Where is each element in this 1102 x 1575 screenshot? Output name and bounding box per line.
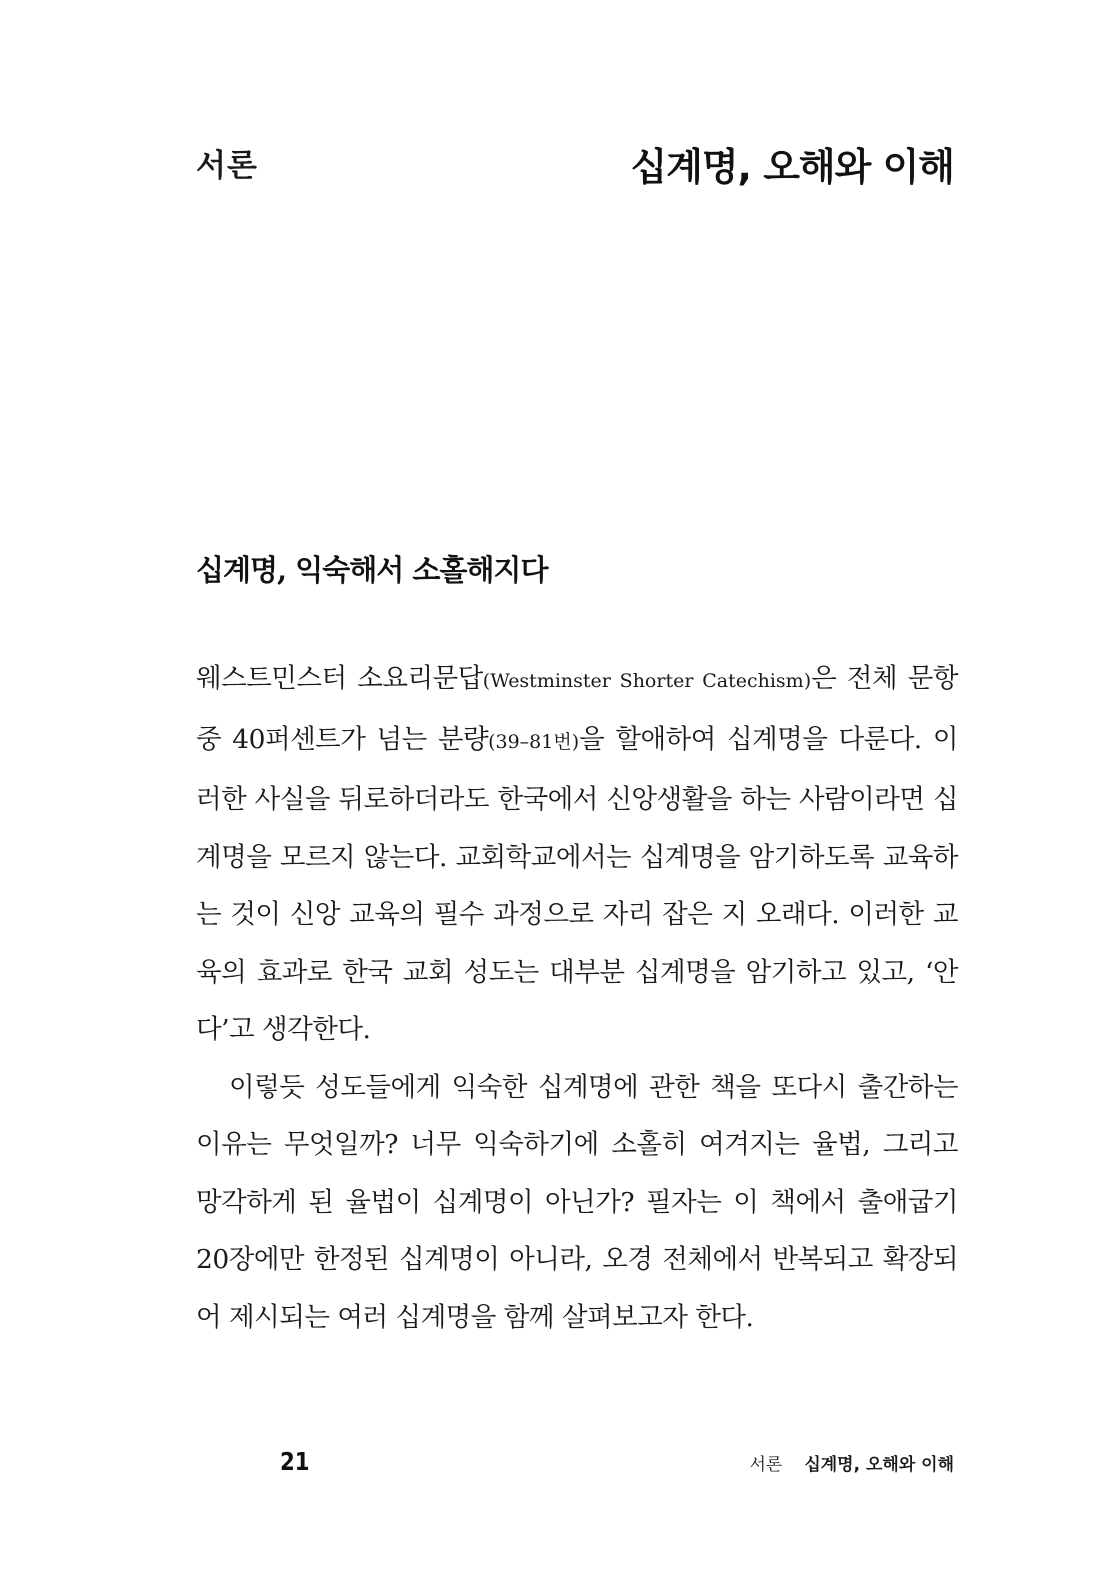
paragraph-1-text-b: 은 전체 문항 중 40퍼센트가 넘는 분량 xyxy=(196,663,959,755)
chapter-title: 십계명, 오해와 이해 xyxy=(630,145,954,189)
paragraph-1-text-a: 웨스트민스터 소요리문답 xyxy=(196,663,483,694)
part-label: 서론 xyxy=(196,148,258,184)
paragraph-1-english-note: (Westminster Shorter Catechism) xyxy=(482,670,812,692)
section-heading: 십계명, 익숙해서 소홀해지다 xyxy=(196,553,548,587)
body-text xyxy=(196,650,958,1346)
paragraph-1-range-note: (39–81번) xyxy=(488,730,580,753)
paragraph-1 xyxy=(196,650,958,1059)
running-footer-title: 십계명, 오해와 이해 xyxy=(804,1455,954,1475)
running-footer xyxy=(749,1450,954,1475)
running-footer-part: 서론 xyxy=(749,1455,783,1475)
page-number: 21 xyxy=(280,1447,310,1476)
paragraph-2: 이렇듯 성도들에게 익숙한 십계명에 관한 책을 또다시 출간하는 이유는 무엇일까? 너무 익숙하기에 소홀히 여겨지는 율법, 그리고 망각하게 된 율법이 십계명이 아닌가? 필자는 이 책에서 출애굽기 20장에만 한정된 십계명이 아니라, 오경 전체에서 반복되고 확장되어 제시되는 여러 십계명을 함께 살펴보고자 한다. xyxy=(196,1071,958,1333)
paragraph-1-text-c: 을 할애하여 십계명을 다룬다. 이러한 사실을 뒤로하더라도 한국에서 신앙생활을 하는 사람이라면 십계명을 모르지 않는다. 교회학교에서는 십계명을 암기하도록 교육하는 것이 신앙 교육의 필수 과정으로 자리 잡은 지 오래다. 이러한 교육의 효과로 한국 교회 성도는 대부분 십계명을 암기하고 있고, ‘안다’고 생각한다. xyxy=(196,723,958,1045)
